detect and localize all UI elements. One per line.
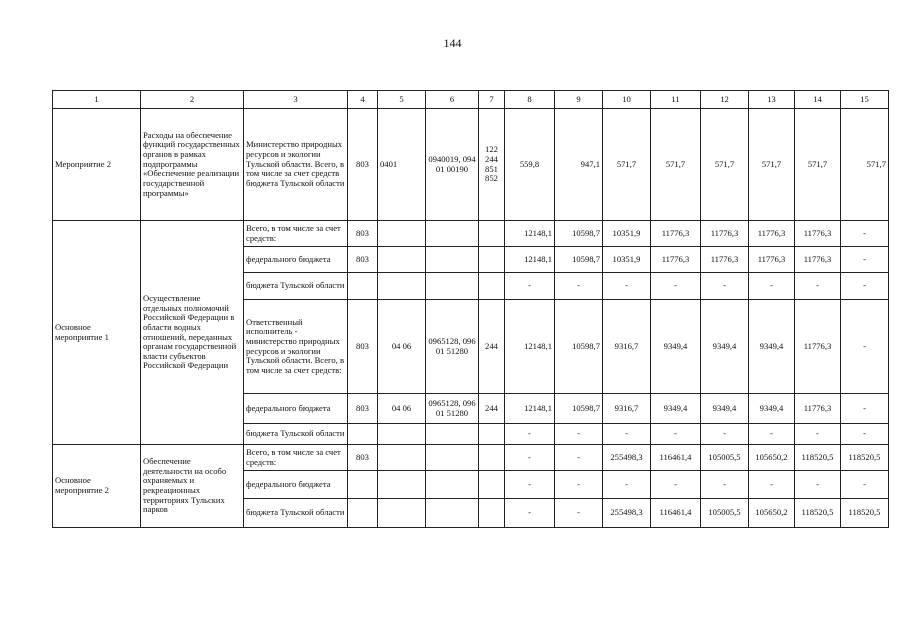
header-cell: 9 bbox=[555, 91, 603, 109]
value-cell: - bbox=[555, 471, 603, 499]
event-name: Мероприятие 2 bbox=[53, 109, 141, 221]
code-cell bbox=[378, 221, 426, 247]
code-cell bbox=[378, 471, 426, 499]
code-cell bbox=[348, 499, 378, 528]
header-cell: 1 bbox=[53, 91, 141, 109]
value-cell: - bbox=[651, 273, 701, 300]
code-cell bbox=[426, 221, 479, 247]
value-cell: 11776,3 bbox=[795, 300, 841, 394]
value-cell: 105650,2 bbox=[749, 445, 795, 471]
funding-source: федерального бюджета bbox=[244, 394, 348, 424]
page-number: 144 bbox=[443, 36, 462, 50]
value-cell: 105005,5 bbox=[701, 445, 749, 471]
value-cell: - bbox=[651, 471, 701, 499]
funding-source: Всего, в том числе за счет средств: bbox=[244, 445, 348, 471]
value-cell: - bbox=[841, 471, 889, 499]
header-cell: 13 bbox=[749, 91, 795, 109]
code-cell: 803 bbox=[348, 221, 378, 247]
event-name: Основное мероприятие 1 bbox=[53, 221, 141, 445]
value-cell: - bbox=[505, 499, 555, 528]
event-description: Расходы на обеспечение функций государственных органов в рамках подпрограммы «Обеспечение реализации государственной программы» bbox=[141, 109, 244, 221]
value-cell: 10598,7 bbox=[555, 247, 603, 273]
value-cell: 947,1 bbox=[555, 109, 603, 221]
value-cell: 12148,1 bbox=[505, 221, 555, 247]
value-cell: - bbox=[841, 300, 889, 394]
event-description: Осуществление отдельных полномочий Российской Федерации в области водных отношений, переданных органам государственной власти субъектов Российской Федерации bbox=[141, 221, 244, 445]
code-cell bbox=[426, 273, 479, 300]
value-cell: - bbox=[701, 424, 749, 445]
value-cell: 118520,5 bbox=[841, 499, 889, 528]
table-row bbox=[53, 445, 889, 471]
code-cell: 0940019, 094 01 00190 bbox=[426, 109, 479, 221]
funding-source: Всего, в том числе за счет средств: bbox=[244, 221, 348, 247]
code-cell bbox=[426, 247, 479, 273]
header-row bbox=[53, 91, 889, 109]
value-cell: - bbox=[555, 424, 603, 445]
table-row bbox=[53, 109, 889, 221]
value-cell: 10351,9 bbox=[603, 247, 651, 273]
value-cell: 116461,4 bbox=[651, 499, 701, 528]
value-cell: - bbox=[505, 273, 555, 300]
code-cell bbox=[479, 273, 505, 300]
value-cell: 9349,4 bbox=[701, 394, 749, 424]
value-cell: 571,7 bbox=[651, 109, 701, 221]
funding-source: бюджета Тульской области bbox=[244, 499, 348, 528]
header-cell: 6 bbox=[426, 91, 479, 109]
value-cell: 571,7 bbox=[841, 109, 889, 221]
code-cell: 803 bbox=[348, 109, 378, 221]
header-cell: 8 bbox=[505, 91, 555, 109]
funding-source: федерального бюджета bbox=[244, 471, 348, 499]
value-cell: - bbox=[701, 273, 749, 300]
code-cell bbox=[348, 471, 378, 499]
funding-source: бюджета Тульской области bbox=[244, 273, 348, 300]
value-cell: 10598,7 bbox=[555, 300, 603, 394]
value-cell: - bbox=[841, 424, 889, 445]
value-cell: 11776,3 bbox=[651, 221, 701, 247]
value-cell: 9349,4 bbox=[651, 300, 701, 394]
value-cell: 11776,3 bbox=[749, 221, 795, 247]
code-cell: 0965128, 096 01 51280 bbox=[426, 300, 479, 394]
code-cell bbox=[378, 247, 426, 273]
value-cell: 571,7 bbox=[749, 109, 795, 221]
header-cell: 5 bbox=[378, 91, 426, 109]
header-cell: 14 bbox=[795, 91, 841, 109]
code-cell bbox=[479, 221, 505, 247]
value-cell: - bbox=[795, 273, 841, 300]
value-cell: 12148,1 bbox=[505, 247, 555, 273]
value-cell: - bbox=[555, 499, 603, 528]
value-cell: - bbox=[749, 273, 795, 300]
funding-source: федерального бюджета bbox=[244, 247, 348, 273]
value-cell: 118520,5 bbox=[795, 499, 841, 528]
value-cell: - bbox=[603, 471, 651, 499]
code-cell: 244 bbox=[479, 300, 505, 394]
value-cell: - bbox=[505, 445, 555, 471]
event-description: Обеспечение деятельности на особо охраняемых и рекреационных территориях Тульских парков bbox=[141, 445, 244, 528]
code-cell bbox=[378, 273, 426, 300]
value-cell: - bbox=[603, 424, 651, 445]
value-cell: 11776,3 bbox=[701, 247, 749, 273]
code-cell bbox=[426, 445, 479, 471]
code-cell bbox=[348, 273, 378, 300]
code-cell: 04 06 bbox=[378, 394, 426, 424]
code-cell bbox=[348, 424, 378, 445]
value-cell: - bbox=[749, 471, 795, 499]
value-cell: 105005,5 bbox=[701, 499, 749, 528]
value-cell: 571,7 bbox=[701, 109, 749, 221]
header-cell: 3 bbox=[244, 91, 348, 109]
value-cell: - bbox=[505, 471, 555, 499]
funding-source: Министерство природных ресурсов и экологии Тульской области. Всего, в том числе за счет средств бюджета Тульской области bbox=[244, 109, 348, 221]
code-cell: 0401 bbox=[378, 109, 426, 221]
value-cell: - bbox=[795, 424, 841, 445]
code-cell: 803 bbox=[348, 300, 378, 394]
value-cell: - bbox=[555, 273, 603, 300]
value-cell: - bbox=[505, 424, 555, 445]
value-cell: 9316,7 bbox=[603, 394, 651, 424]
value-cell: 11776,3 bbox=[651, 247, 701, 273]
value-cell: 118520,5 bbox=[841, 445, 889, 471]
code-cell bbox=[479, 424, 505, 445]
code-cell bbox=[479, 445, 505, 471]
value-cell: 118520,5 bbox=[795, 445, 841, 471]
value-cell: - bbox=[841, 221, 889, 247]
header-cell: 10 bbox=[603, 91, 651, 109]
value-cell: 105650,2 bbox=[749, 499, 795, 528]
header-cell: 12 bbox=[701, 91, 749, 109]
code-cell bbox=[378, 499, 426, 528]
code-cell: 803 bbox=[348, 247, 378, 273]
header-cell: 2 bbox=[141, 91, 244, 109]
funding-source: бюджета Тульской области bbox=[244, 424, 348, 445]
code-cell: 803 bbox=[348, 394, 378, 424]
value-cell: 559,8 bbox=[505, 109, 555, 221]
value-cell: 255498,3 bbox=[603, 499, 651, 528]
value-cell: 11776,3 bbox=[795, 394, 841, 424]
event-name: Основное мероприятие 2 bbox=[53, 445, 141, 528]
value-cell: - bbox=[841, 394, 889, 424]
value-cell: - bbox=[749, 424, 795, 445]
value-cell: 12148,1 bbox=[505, 394, 555, 424]
header-cell: 7 bbox=[479, 91, 505, 109]
code-cell bbox=[426, 471, 479, 499]
value-cell: 571,7 bbox=[795, 109, 841, 221]
value-cell: 9316,7 bbox=[603, 300, 651, 394]
value-cell: - bbox=[701, 471, 749, 499]
value-cell: - bbox=[841, 273, 889, 300]
header-cell: 15 bbox=[841, 91, 889, 109]
code-cell bbox=[479, 471, 505, 499]
value-cell: - bbox=[795, 471, 841, 499]
value-cell: - bbox=[603, 273, 651, 300]
value-cell: 10598,7 bbox=[555, 394, 603, 424]
code-cell: 0965128, 096 01 51280 bbox=[426, 394, 479, 424]
code-cell bbox=[426, 424, 479, 445]
code-cell bbox=[479, 247, 505, 273]
value-cell: 11776,3 bbox=[795, 221, 841, 247]
value-cell: 255498,3 bbox=[603, 445, 651, 471]
value-cell: 11776,3 bbox=[795, 247, 841, 273]
value-cell: 9349,4 bbox=[651, 394, 701, 424]
code-cell bbox=[426, 499, 479, 528]
value-cell: 9349,4 bbox=[749, 300, 795, 394]
budget-table bbox=[52, 90, 889, 528]
code-cell bbox=[479, 499, 505, 528]
value-cell: - bbox=[651, 424, 701, 445]
code-cell bbox=[378, 424, 426, 445]
code-cell: 122 244 851 852 bbox=[479, 109, 505, 221]
value-cell: 12148,1 bbox=[505, 300, 555, 394]
value-cell: - bbox=[841, 247, 889, 273]
value-cell: - bbox=[555, 445, 603, 471]
header-cell: 4 bbox=[348, 91, 378, 109]
value-cell: 571,7 bbox=[603, 109, 651, 221]
header-cell: 11 bbox=[651, 91, 701, 109]
code-cell bbox=[378, 445, 426, 471]
table-row bbox=[53, 221, 889, 247]
value-cell: 9349,4 bbox=[749, 394, 795, 424]
value-cell: 116461,4 bbox=[651, 445, 701, 471]
value-cell: 11776,3 bbox=[701, 221, 749, 247]
code-cell: 04 06 bbox=[378, 300, 426, 394]
value-cell: 9349,4 bbox=[701, 300, 749, 394]
code-cell: 803 bbox=[348, 445, 378, 471]
funding-source: Ответственный исполнитель - министерство природных ресурсов и экологии Тульской области. Всего, в том числе за счет средств: bbox=[244, 300, 348, 394]
value-cell: 10598,7 bbox=[555, 221, 603, 247]
value-cell: 10351,9 bbox=[603, 221, 651, 247]
code-cell: 244 bbox=[479, 394, 505, 424]
value-cell: 11776,3 bbox=[749, 247, 795, 273]
